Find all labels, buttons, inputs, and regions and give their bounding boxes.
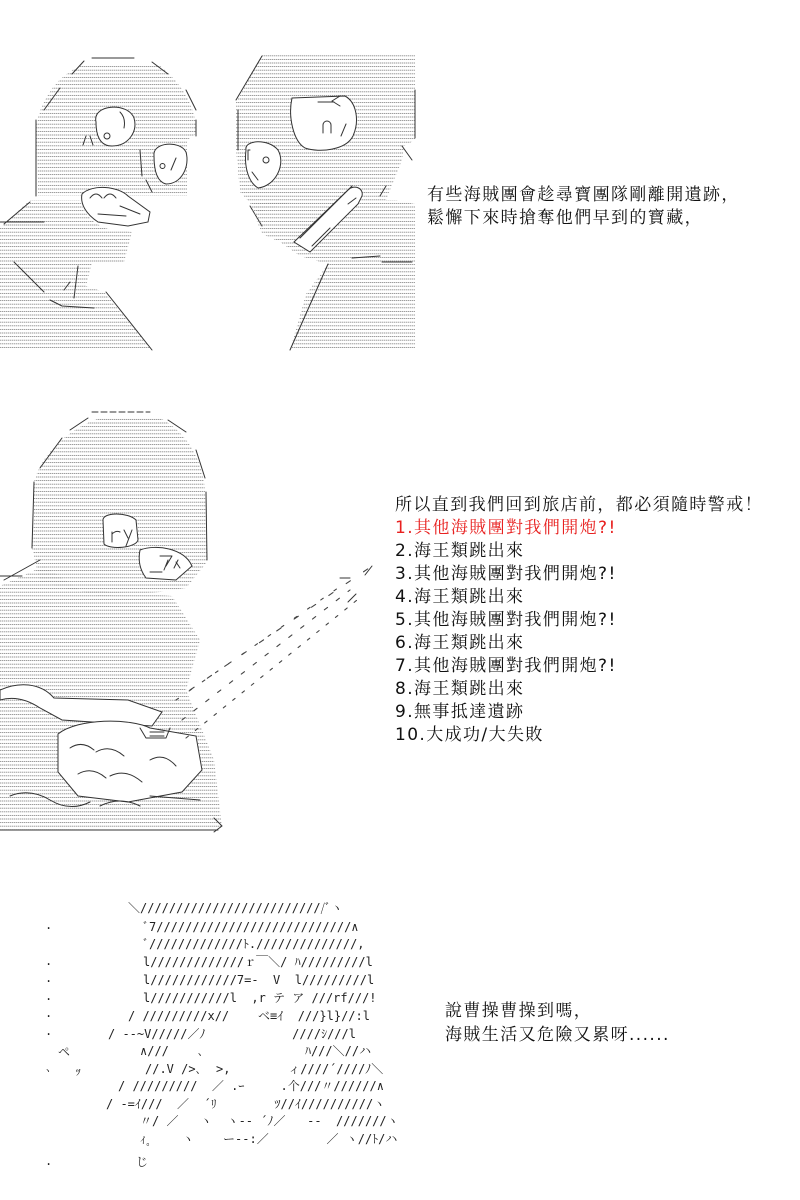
art-line: / -=ｲ/// ／ ´ﾘ ﾂ//ｲ//////////ヽ [106, 1097, 386, 1111]
option-item: 3.其他海賊團對我們開炮?! [395, 564, 617, 584]
art-margin-mark: . [45, 954, 53, 968]
art-line: ﾞ7///////////////////////////∧ [143, 920, 359, 934]
panel-2-text [395, 494, 763, 747]
panel-2-eye [103, 514, 138, 547]
art-line: ＼//////////////////////////ﾞヽ [128, 901, 343, 915]
art-line: ｨ ヽ ー--:／ ／ ヽ//ﾄ/ハ [140, 1132, 398, 1146]
art-margin-mark: . [45, 971, 53, 985]
panel-1-left-character [0, 58, 196, 350]
art-line: l////////////7=- V l/////////l [143, 973, 375, 987]
art-margin-mark: . [45, 1154, 53, 1168]
art-margin-mark: ペ [58, 1045, 71, 1059]
caption-line: 海賊生活又危險又累呀...... [445, 1025, 670, 1045]
option-item: 1.其他海賊團對我們開炮?! [395, 518, 617, 538]
option-item: 4.海王類跳出來 [395, 587, 525, 607]
art-line: ﾞ/////////////ﾄ.//////////////, [143, 937, 365, 951]
option-item: 10.大成功/大失敗 [395, 725, 544, 745]
art-margin-mark: ､ [46, 1060, 53, 1074]
intro-line: 所以直到我們回到旅店前，都必須隨時警戒！ [395, 495, 763, 515]
art-line: / --~V/////／ﾉ ////ｼ///l [108, 1027, 356, 1041]
caption-line: 鬆懈下來時搶奪他們早到的寶藏， [427, 208, 703, 228]
option-item: 8.海王類跳出來 [395, 679, 525, 699]
art-line: 〃/ ／ ヽ ヽ-- ´ﾉ／ -- ///////ヽ [140, 1114, 399, 1128]
art-margin-mark: . [45, 918, 53, 932]
art-line: じ [136, 1155, 149, 1169]
art-line: ∧/// ､ ﾊ///＼//ハ [140, 1044, 372, 1058]
blade-tip-marks [340, 566, 372, 602]
caption-line: 說曹操曹操到嗎， [445, 1001, 593, 1021]
art-line: l/////////////ｒ￣＼/ ﾊ/////////l [143, 955, 373, 969]
option-item: 6.海王類跳出來 [395, 633, 525, 653]
art-line: / /////////x// ベ≡ｲ ///}l}//:l [128, 1009, 370, 1023]
panel-1-caption [427, 184, 740, 230]
panel-2-hand [58, 721, 202, 802]
blade-dash-line [176, 588, 338, 700]
blade-dash-line [182, 590, 350, 720]
art-line: l///////////l ,r テ ア ///rf///! [143, 991, 377, 1005]
option-item: 9.無事抵達遺跡 [395, 702, 525, 722]
panel-2-blade [176, 566, 372, 738]
panel-1-right-character [236, 55, 415, 350]
blade-dash-line [186, 596, 362, 738]
artwork-panels-1-2 [0, 0, 420, 850]
option-item: 7.其他海賊團對我們開炮?! [395, 656, 617, 676]
art-margin-mark: . [45, 1006, 53, 1020]
art-line: ﾟ [146, 1142, 153, 1156]
art-line: //.V />､ >, ィ////´////ﾉ＼ [145, 1062, 384, 1076]
art-margin-mark: . [45, 989, 53, 1003]
art-margin-mark: ｯ [75, 1064, 82, 1078]
panel-2-character [0, 412, 372, 832]
art-line: / ///////// ／ .ｰ .个///〃//////∧ [118, 1079, 384, 1093]
caption-line: 有些海賊團會趁尋寶團隊剛離開遺跡， [427, 185, 740, 205]
art-margin-mark: . [45, 1024, 53, 1038]
option-item: 2.海王類跳出來 [395, 541, 525, 561]
option-item: 5.其他海賊團對我們開炮?! [395, 610, 617, 630]
panel-3-caption [445, 999, 670, 1047]
